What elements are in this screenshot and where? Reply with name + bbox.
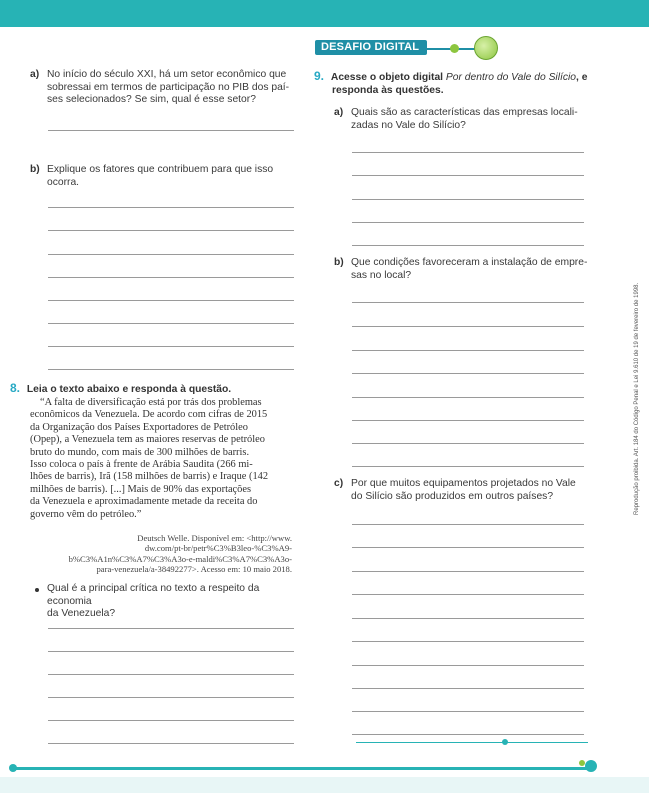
question-9-intro-line-2: responda às questões.: [332, 84, 444, 96]
footer-small-ball-icon: [579, 760, 585, 766]
answer-line[interactable]: [352, 245, 584, 246]
answer-line[interactable]: [352, 350, 584, 351]
answer-line[interactable]: [352, 618, 584, 619]
question-b-line-1: Explique os fatores que contribuem para que isso: [47, 164, 274, 175]
question-9c-label: c): [334, 478, 344, 489]
answer-line[interactable]: [48, 651, 294, 652]
question-9c-line-1: Por que muitos equipamentos projetados no Vale: [351, 478, 576, 489]
question-8-bullet: [47, 583, 297, 621]
quote-line-4: (Opep), a Venezuela tem as maiores reservas de petróleo: [30, 434, 265, 446]
answer-line[interactable]: [48, 277, 294, 278]
question-9-intro: [314, 70, 604, 97]
answer-line[interactable]: [48, 300, 294, 301]
question-9b-line-1: Que condições favoreceram a instalação de empre-: [351, 257, 588, 268]
answer-line[interactable]: [352, 571, 584, 572]
answer-line[interactable]: [352, 175, 584, 176]
quote-source: [30, 533, 292, 574]
quote-line-5: bruto do mundo, com mais de 300 milhões de barris.: [30, 446, 250, 458]
footer-right-ball-icon: [585, 760, 597, 772]
answer-line[interactable]: [48, 674, 294, 675]
quote-line-1: “A falta de diversificação está por trás dos problemas: [40, 397, 262, 408]
question-9-number: 9.: [314, 69, 325, 83]
answer-line[interactable]: [352, 734, 584, 735]
question-9-intro-text: Acesse o objeto digital: [330, 72, 446, 83]
answer-line[interactable]: [48, 369, 294, 370]
badge-divider: [420, 48, 475, 50]
answer-line[interactable]: [48, 230, 294, 231]
top-banner: [0, 0, 649, 27]
answer-line[interactable]: [352, 302, 584, 303]
answer-line[interactable]: [352, 466, 584, 467]
footer-rule: [10, 767, 595, 770]
badge-dot-icon: [450, 44, 459, 53]
answer-line[interactable]: [48, 697, 294, 698]
quote-line-2: econômicos da Venezuela. De acordo com cifras de 2015: [30, 409, 268, 421]
answer-line[interactable]: [352, 199, 584, 200]
quote-line-3: da Organização dos Países Exportadores de Petróleo: [30, 421, 248, 433]
answer-line[interactable]: [352, 326, 584, 327]
answer-line[interactable]: [352, 373, 584, 374]
question-9b-line-2: sas no local?: [351, 269, 412, 281]
digital-challenge-badge: DESAFIO DIGITAL: [315, 40, 427, 55]
question-b-label: b): [30, 164, 40, 175]
answer-line[interactable]: [352, 711, 584, 712]
answer-line[interactable]: [352, 665, 584, 666]
question-a-label: a): [30, 69, 40, 80]
quote-line-9: da Venezuela e aproximadamente metade da receita do: [30, 496, 258, 508]
answer-line[interactable]: [352, 152, 584, 153]
answer-line[interactable]: [352, 547, 584, 548]
globe-icon: [474, 36, 498, 60]
footer-thin-rule: [356, 742, 588, 743]
answer-line[interactable]: [48, 323, 294, 324]
answer-line[interactable]: [352, 688, 584, 689]
answer-line[interactable]: [48, 254, 294, 255]
quote-line-10: governo vêm do petróleo.”: [30, 508, 142, 520]
quote-paragraph: [30, 397, 294, 521]
answer-line[interactable]: [48, 346, 294, 347]
answer-line[interactable]: [48, 628, 294, 629]
question-9a-label: a): [334, 107, 344, 118]
question-9a-line-2: zadas no Vale do Silício?: [351, 119, 466, 131]
question-8-number: 8.: [10, 381, 21, 395]
footer-band: [0, 777, 649, 793]
question-9c-line-2: do Silício são produzidos em outros países?: [351, 490, 554, 502]
quote-line-8: milhões de barris). [...] Mais de 90% das exportações: [30, 483, 252, 495]
footer-left-ball-icon: [9, 764, 17, 772]
copyright-notice-text: Reprodução proibida. Art. 184 do Código Penal e Lei 9.610 de 19 de fevereiro de 1998.: [634, 282, 640, 515]
answer-line[interactable]: [48, 720, 294, 721]
answer-line[interactable]: [352, 641, 584, 642]
source-line-1: Deutsch Welle. Disponível em: <http://www.: [137, 533, 292, 543]
question-9-intro-end: , e: [576, 72, 588, 83]
digital-challenge-header: [300, 37, 500, 59]
footer-dot-icon: [502, 739, 508, 745]
digital-object-title: Por dentro do Vale do Silício: [445, 72, 577, 83]
quote-line-6: Isso coloca o país à frente de Arábia Saudita (266 mi-: [30, 459, 253, 471]
question-8-heading: [10, 382, 300, 397]
answer-line[interactable]: [48, 743, 294, 744]
question-9b-label: b): [334, 257, 344, 268]
source-line-3: b%C3%A1n%C3%A7%C3%A3o-e-maldi%C3%A7%C3%A3o-: [68, 553, 292, 564]
copyright-notice: [622, 175, 640, 515]
source-line-4: para-venezuela/a-38492277>. Acesso em: 10 maio 2018.: [96, 563, 292, 574]
question-9a-line-1: Quais são as características das empresas locali-: [351, 107, 578, 118]
source-line-2: dw.com/pt-br/petr%C3%B3leo-%C3%A9-: [144, 543, 292, 554]
answer-line[interactable]: [352, 524, 584, 525]
answer-line[interactable]: [48, 130, 294, 131]
answer-line[interactable]: [352, 397, 584, 398]
question-a-line-1: No início do século XXI, há um setor econômico que: [47, 69, 287, 80]
answer-line[interactable]: [352, 420, 584, 421]
question-a-line-3: ses selecionados? Se sim, qual é esse setor?: [47, 94, 256, 105]
question-8-title: Leia o texto abaixo e responda à questão.: [26, 384, 232, 395]
answer-line[interactable]: [48, 207, 294, 208]
bullet-line-2: da Venezuela?: [47, 608, 116, 619]
bullet-icon: [35, 588, 39, 592]
answer-line[interactable]: [352, 222, 584, 223]
answer-line[interactable]: [352, 594, 584, 595]
question-b-line-2: ocorra.: [47, 176, 80, 188]
answer-line[interactable]: [352, 443, 584, 444]
quote-line-7: lhões de barris), Irã (158 milhões de barris) e Iraque (142: [30, 471, 269, 483]
question-a-line-2: sobressai em termos de participação no PIB dos paí-: [47, 81, 290, 93]
bullet-line-1: Qual é a principal crítica no texto a respeito da economia: [47, 583, 260, 607]
